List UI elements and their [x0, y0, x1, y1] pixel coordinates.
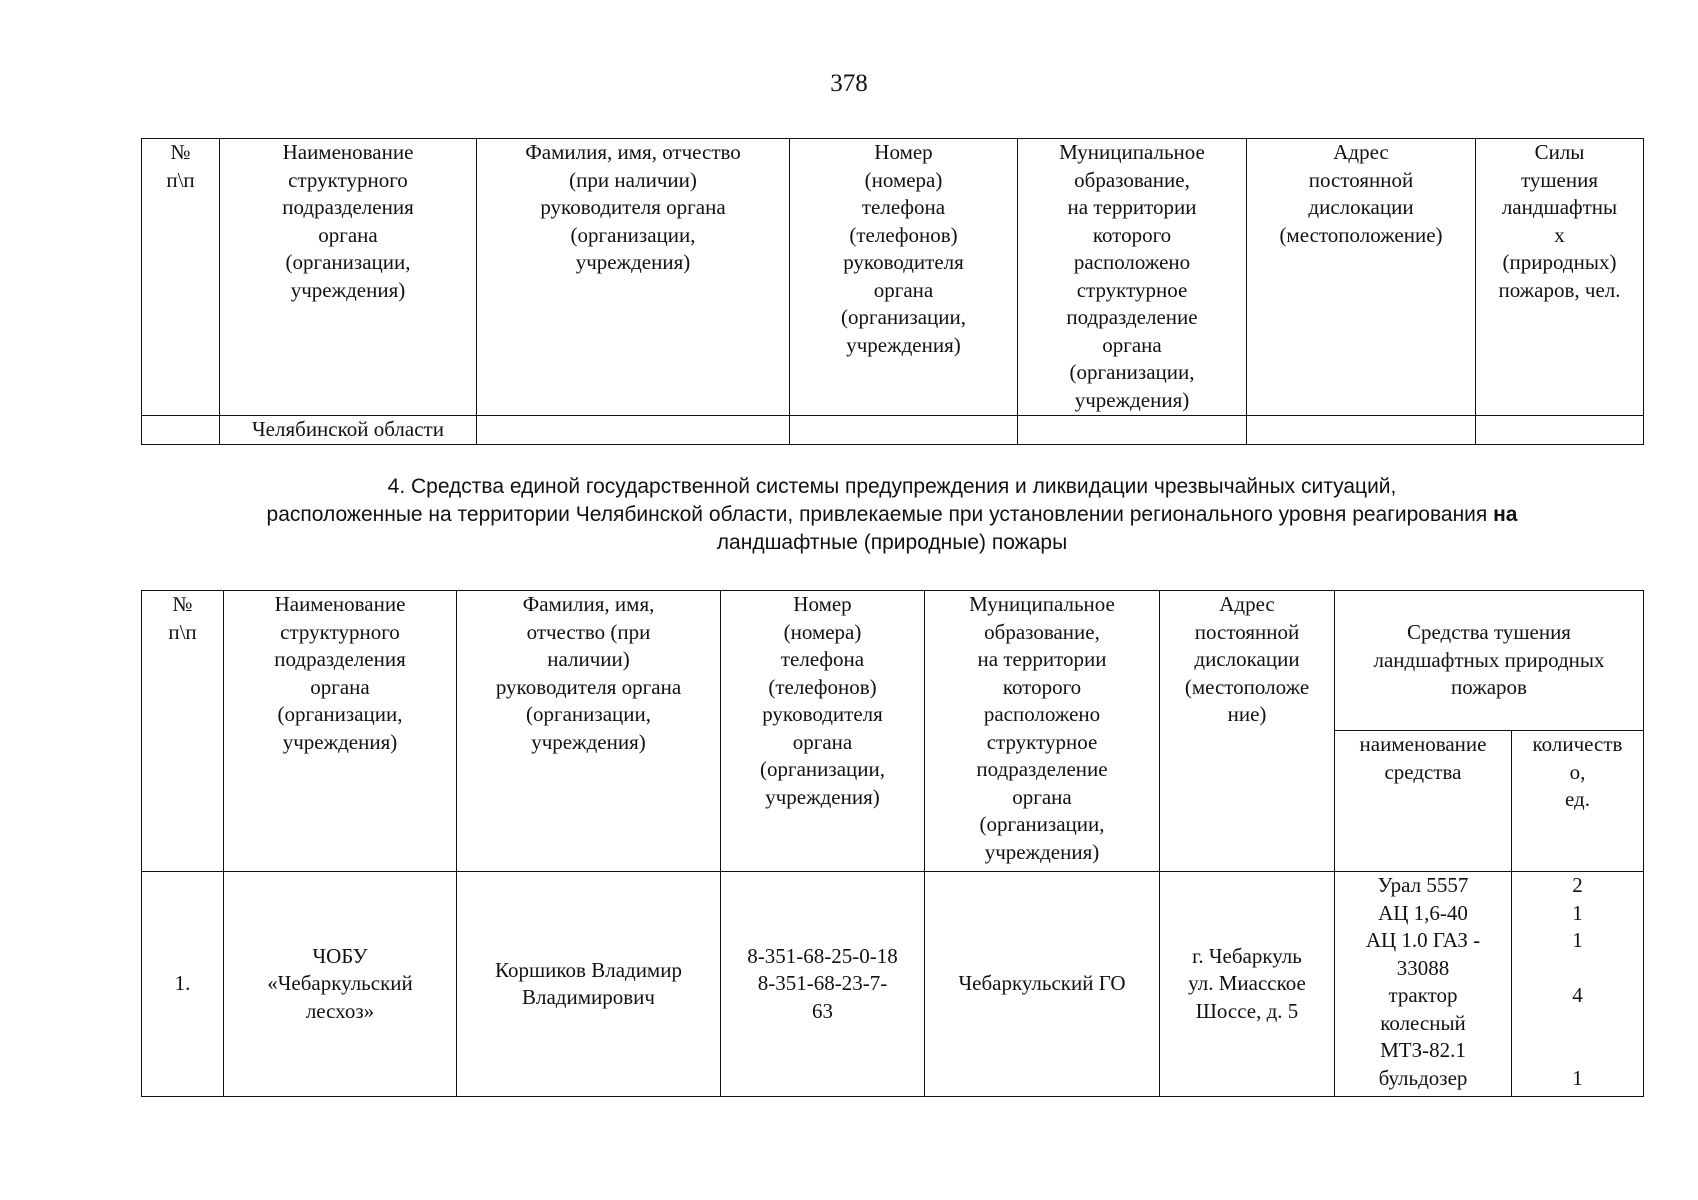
header-forces: Силы тушения ландшафтны х (природных) пожаров, чел. — [1476, 139, 1644, 416]
table-header-row — [142, 591, 1644, 731]
section-title — [141, 473, 1643, 557]
header-head-name: Фамилия, имя, отчество (при наличии) руководителя органа (организации, учреждения) — [457, 591, 721, 872]
header-unit-name: Наименование структурного подразделения органа (организации, учреждения) — [224, 591, 457, 872]
cell-head-name — [477, 416, 790, 445]
header-municipality: Муниципальное образование, на территории которого расположено структурное подразделение органа (организации, учреждения) — [925, 591, 1160, 872]
header-number: № п\п — [142, 591, 224, 872]
cell-forces — [1476, 416, 1644, 445]
cell-unit-name: ЧОБУ «Чебаркульский лесхоз» — [224, 872, 457, 1097]
section-title-line-3: ландшафтные (природные) пожары — [716, 531, 1068, 554]
table-row — [142, 416, 1644, 445]
page-number: 378 — [830, 70, 868, 97]
cell-phone — [790, 416, 1018, 445]
cell-unit-name: Челябинской области — [220, 416, 477, 445]
header-address: Адрес постоянной дислокации (местоположение) — [1247, 139, 1476, 416]
cell-number: 1. — [142, 872, 224, 1097]
section-title-line-1: 4. Средства единой государственной системы предупреждения и ликвидации чрезвычайных ситуаций, — [387, 475, 1397, 498]
header-head-name: Фамилия, имя, отчество (при наличии) руководителя органа (организации, учреждения) — [477, 139, 790, 416]
header-phone: Номер (номера) телефона (телефонов) руководителя органа (организации, учреждения) — [790, 139, 1018, 416]
cell-head-name: Коршиков Владимир Владимирович — [457, 872, 721, 1097]
header-number: № п\п — [142, 139, 220, 416]
table-row — [142, 872, 1644, 1097]
cell-municipality — [1018, 416, 1247, 445]
cell-means-list: Урал 5557 АЦ 1,6-40 АЦ 1.0 ГАЗ - 33088 трактор колесный МТЗ-82.1 бульдозер — [1335, 872, 1512, 1097]
header-unit-name: Наименование структурного подразделения органа (организации, учреждения) — [220, 139, 477, 416]
table-responsible-bodies — [141, 138, 1644, 445]
header-phone: Номер (номера) телефона (телефонов) руководителя органа (организации, учреждения) — [721, 591, 925, 872]
cell-number — [142, 416, 220, 445]
header-means-name: наименование средства — [1335, 731, 1512, 872]
cell-address — [1247, 416, 1476, 445]
cell-municipality: Чебаркульский ГО — [925, 872, 1160, 1097]
section-title-line-2-text: расположенные на территории Челябинской области, привлекаемые при установлении регионального уровня реагирования — [266, 503, 1494, 526]
section-title-line-2 — [141, 501, 1643, 529]
header-address: Адрес постоянной дислокации (местоположе ние) — [1160, 591, 1335, 872]
header-means-group: Средства тушения ландшафтных природных пожаров — [1335, 591, 1644, 731]
cell-address: г. Чебаркуль ул. Миасское Шоссе, д. 5 — [1160, 872, 1335, 1097]
table-emergency-means — [141, 590, 1644, 1097]
header-means-quantity: количеств о, ед. — [1512, 731, 1644, 872]
section-title-line-2-bold: на — [1493, 503, 1518, 526]
cell-phone: 8-351-68-25-0-18 8-351-68-23-7- 63 — [721, 872, 925, 1097]
table-header-row — [142, 139, 1644, 416]
cell-quantity-list: 2 1 1 4 1 — [1512, 872, 1644, 1097]
header-municipality: Муниципальное образование, на территории которого расположено структурное подразделение органа (организации, учреждения) — [1018, 139, 1247, 416]
